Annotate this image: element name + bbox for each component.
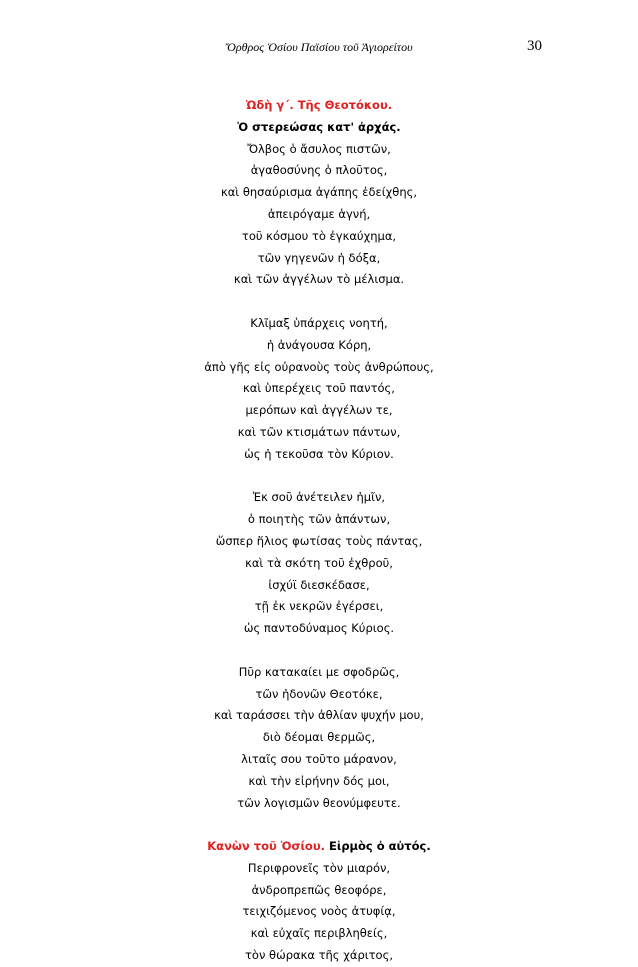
verse-line: Πῦρ κατακαίει με σφοδρῶς, — [238, 664, 400, 679]
verse-line: καὶ τὴν εἰρήνην δός μοι, — [248, 773, 390, 788]
verse-line: καὶ εὐχαῖς περιβληθείς, — [250, 926, 388, 941]
stanza — [0, 662, 638, 815]
hymn-text — [0, 95, 638, 967]
canon-title: Κανὼν τοῦ Ὁσίου. — [207, 839, 325, 854]
verse-line: Ἐκ σοῦ ἀνέτειλεν ἡμῖν, — [252, 490, 386, 505]
verse-line: τῶν ἡδονῶν Θεοτόκε, — [255, 686, 383, 701]
verse-line: τὸν θώρακα τῆς χάριτος, — [245, 948, 393, 963]
verse-line: ὥσπερ ἥλιος φωτίσας τοὺς πάντας, — [215, 533, 423, 548]
verse-line: ἀνδροπρεπῶς θεοφόρε, — [251, 882, 387, 897]
verse-line: ὡς παντοδύναμος Κύριος. — [243, 621, 395, 636]
verse-line: Κλῖμαξ ὑπάρχεις νοητή, — [250, 315, 388, 330]
page-number: 30 — [527, 38, 542, 54]
verse-line: καὶ τὰ σκότη τοῦ ἐχθροῦ, — [245, 555, 393, 570]
ode-heirmos: Ὁ στερεώσας κατ' ἀρχάς. — [237, 119, 401, 134]
canon-heading — [0, 836, 638, 858]
verse-line: ἰσχύϊ διεσκέδασε, — [268, 577, 370, 592]
verse-line: καὶ ὑπερέχεις τοῦ παντός, — [243, 381, 395, 396]
canon-heirmos: Εἱρμὸς ὁ αὐτός. — [328, 839, 431, 854]
verse-line: ὁ ποιητὴς τῶν ἁπάντων, — [247, 512, 391, 527]
verse-line: καὶ θησαύρισμα ἀγάπης ἐδείχθης, — [220, 185, 418, 200]
verse-line: τοῦ κόσμου τὸ ἐγκαύχημα, — [241, 228, 397, 243]
verse-line: ἀγαθοσύνης ὁ πλοῦτος, — [250, 163, 388, 178]
verse-line: τῇ ἐκ νεκρῶν ἐγέρσει, — [254, 599, 384, 614]
stanza — [0, 487, 638, 640]
verse-line: μερόπων καὶ ἀγγέλων τε, — [245, 403, 393, 418]
verse-line: ἀπὸ γῆς εἰς οὐρανοὺς τοὺς ἀνθρώπους, — [204, 359, 434, 374]
ode-title: Ὠδὴ γ΄. Τῆς Θεοτόκου. — [245, 98, 393, 112]
verse-line: τῶν γηγενῶν ἡ δόξα, — [257, 250, 381, 265]
stanza-gap — [0, 814, 638, 836]
stanza-gap — [0, 640, 638, 662]
verse-line: τειχιζόμενος νοὸς ἀτυφίᾳ, — [242, 904, 396, 919]
verse-line: τῶν λογισμῶν θεονύμφευτε. — [237, 795, 401, 810]
verse-line: Περιφρονεῖς τὸν μιαρόν, — [247, 860, 391, 875]
verse-line: Ὄλβος ὁ ἄσυλος πιστῶν, — [247, 141, 391, 156]
verse-line: λιταῖς σου τοῦτο μάρανον, — [241, 751, 397, 766]
stanza — [0, 313, 638, 466]
running-header-title: Ὄρθρος Ὁσίου Παϊσίου τοῦ Ἁγιορείτου — [225, 40, 413, 54]
stanza — [0, 139, 638, 292]
verse-line: ἀπειρόγαμε ἁγνή, — [267, 206, 371, 221]
stanza-gap — [0, 291, 638, 313]
verse-line: ἡ ἀνάγουσα Κόρη, — [266, 337, 372, 352]
verse-line: διὸ δέομαι θερμῶς, — [262, 730, 376, 745]
verse-line: καὶ τῶν ἀγγέλων τὸ μέλισμα. — [233, 272, 405, 287]
stanza-gap — [0, 466, 638, 488]
stanza — [0, 858, 638, 967]
verse-line: καὶ ταράσσει τὴν ἀθλίαν ψυχήν μου, — [214, 708, 424, 723]
verse-line: καὶ τῶν κτισμάτων πάντων, — [237, 424, 401, 439]
verse-line: ὡς ἡ τεκοῦσα τὸν Κύριον. — [244, 446, 394, 461]
